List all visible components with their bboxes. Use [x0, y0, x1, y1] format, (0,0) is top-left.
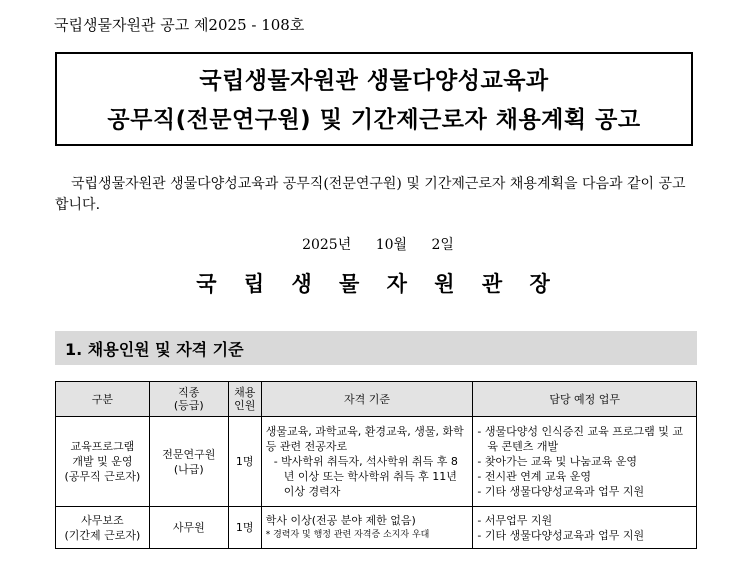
director-signature: 국 립 생 물 자 원 관 장 — [196, 271, 560, 296]
duty-item: - 기타 생물다양성교육과 업무 지원 — [477, 485, 645, 498]
header-category: 구분 — [56, 382, 150, 417]
header-job: 직종 (등급) — [149, 382, 228, 417]
row-duties — [473, 417, 697, 507]
header-count: 채용 인원 — [228, 382, 261, 417]
table-row — [56, 507, 697, 549]
date-year: 2025년 — [302, 237, 352, 253]
row-count: 1명 — [228, 417, 261, 507]
notice-number: 국립생물자원관 공고 제2025 - 108호 — [54, 16, 305, 34]
row-job: 사무원 — [149, 507, 228, 549]
row-category: 사무보조 (기간제 근로자) — [56, 507, 150, 549]
row-job: 전문연구원 (나급) — [149, 417, 228, 507]
header-duties: 담당 예정 업무 — [473, 382, 697, 417]
title-box — [55, 52, 693, 146]
qualification-note: * 경력자 및 행정 관련 자격증 소지자 우대 — [265, 529, 430, 540]
table-header-row — [56, 382, 697, 417]
title-line-1: 국립생물자원관 생물다양성교육과 — [199, 68, 549, 94]
row-category: 교육프로그램 개발 및 운영 (공무직 근로자) — [56, 417, 150, 507]
date-month: 10월 — [375, 237, 408, 253]
section-header — [55, 331, 697, 365]
date-day: 2일 — [431, 237, 454, 253]
recruitment-table — [55, 381, 697, 549]
duty-item: - 서무업무 지원 — [477, 513, 553, 527]
row-count: 1명 — [228, 507, 261, 549]
intro-text: 국립생물자원관 생물다양성교육과 공무직(전문연구원) 및 기간제근로자 채용계획을 다음과 같이 공고합니다. — [55, 176, 686, 213]
duty-item: - 찾아가는 교육 및 나눔교육 운영 — [477, 455, 637, 468]
qualification-main: 생물교육, 과학교육, 환경교육, 생물, 화학 등 관련 전공자로 — [265, 425, 464, 453]
header-qualification: 자격 기준 — [261, 382, 473, 417]
qualification-main: 학사 이상(전공 분야 제한 없음) — [265, 513, 416, 527]
notice-date — [0, 234, 756, 254]
title-line-2: 공무직(전문연구원) 및 기간제근로자 채용계획 공고 — [107, 107, 641, 133]
row-duties — [473, 507, 697, 549]
table-row — [56, 417, 697, 507]
section-title: 1. 채용인원 및 자격 기준 — [65, 340, 244, 359]
row-qualification — [261, 417, 473, 507]
duty-item: - 생물다양성 인식증진 교육 프로그램 및 교육 콘텐츠 개발 — [477, 425, 683, 453]
duty-item: - 기타 생물다양성교육과 업무 지원 — [477, 528, 645, 542]
row-qualification — [261, 507, 473, 549]
duty-item: - 전시관 연계 교육 운영 — [477, 470, 591, 483]
qualification-sub: - 박사학위 취득자, 석사학위 취득 후 8년 이상 또는 학사학위 취득 후 11년 이상 경력자 — [273, 455, 458, 498]
